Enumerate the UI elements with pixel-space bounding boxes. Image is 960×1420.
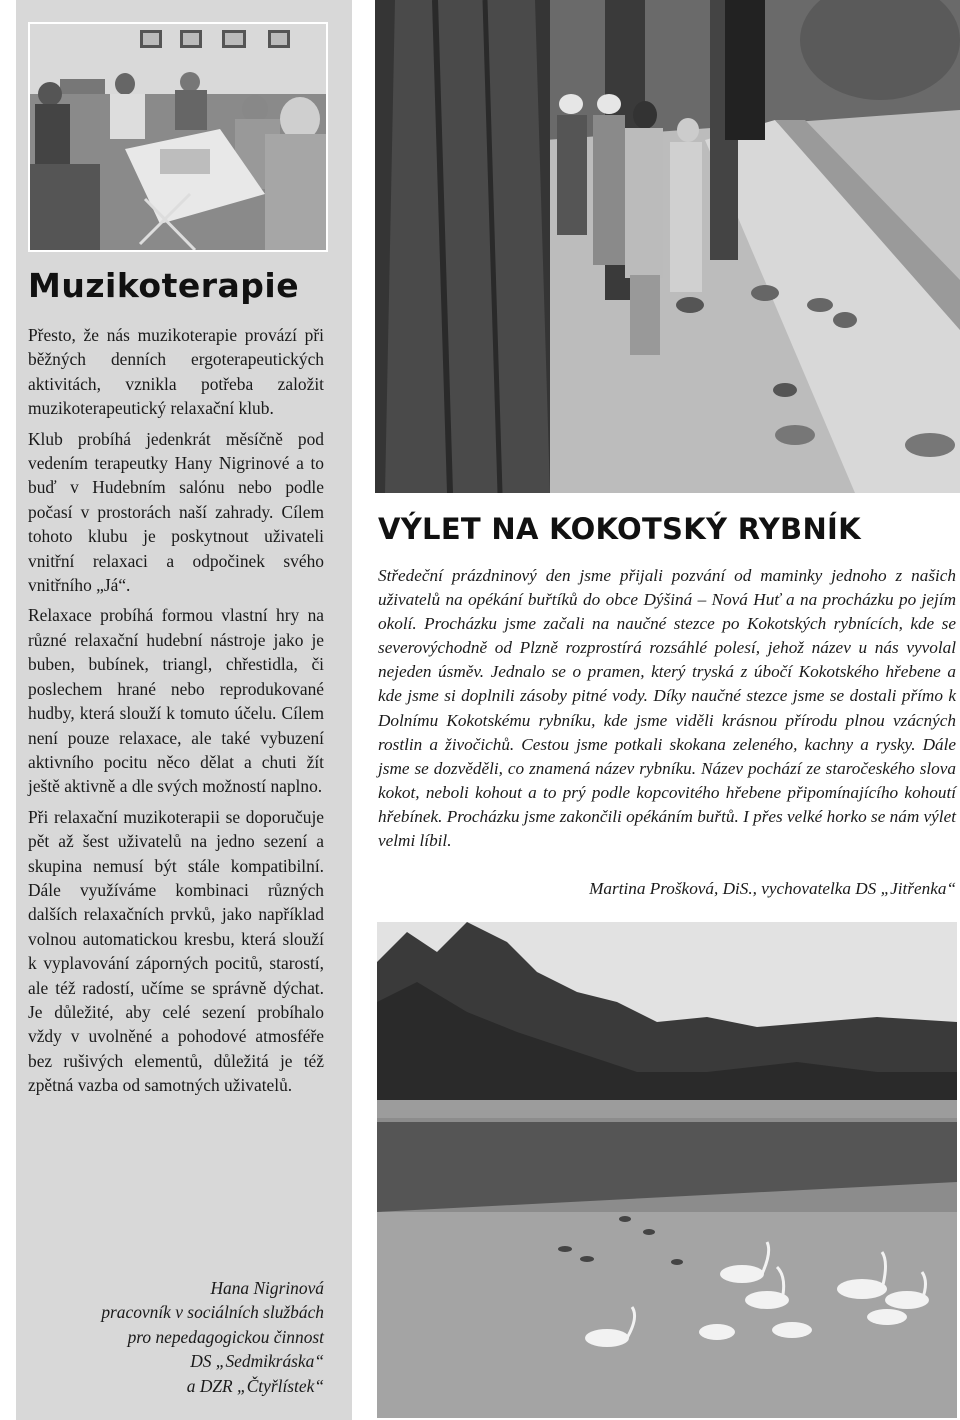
muzikoterapie-paragraph: Klub probíhá jedenkrát měsíčně pod vedením terapeutky Hany Nigrinové a to buď v Hudebním salónu nebo podle počasí v prostorách naší zahrady. Cílem tohoto klubu je poskytnout uživateli vnitřní relaxaci a odpočinek svého vnitřního „Já“. (28, 428, 324, 596)
pond-swans-image (377, 922, 957, 1418)
signature-line: a DZR „Čtyřlístek“ (186, 1375, 324, 1396)
muzikoterapie-body (28, 323, 324, 1104)
muzikoterapie-signature (28, 1276, 324, 1398)
muzikoterapie-paragraph: Při relaxační muzikoterapii se doporučuje pět až šest uživatelů na jedno sezení a skupina nemusí být stále kompatibilní. Dále využíváme kombinaci různých dalších relaxačních prvků, jako například volnou automatickou kresbu, která slouží k vyplavování záporných pocitů, starostí, ale též radostí, učíme se správně dýchat. Je důležité, aby celé sezení probíhalo vždy v uvolněné a pohodové atmosféře bez rušivých elementů, důležitá je též zpětná vazba od samotných uživatelů. (28, 806, 324, 1096)
signature-line: Hana Nigrinová (210, 1278, 324, 1298)
muzikoterapie-title: Muzikoterapie (28, 266, 300, 305)
vylet-body: Středeční prázdninový den jsme přijali pozvání od maminky jednoho z našich uživatelů na opékání buřtíků do obce Dýšiná – Nová Huť a na procházku po jejím okolí. Procházku jsme začali na naučné stezce po Kokotských rybnících, kde se severovýchodně od Plzně rozprostírá rozsáhlé polesí, jehož název u nás vyvolal nejeden úsměv. Jednalo se o pramen, který tryská z úbočí Kokotského hřebene a kde jsme si doplnili zásoby pitné vody. Díky naučné stezce jsme se dostali přímo k Dolnímu Kokotskému rybníku, kde jsme viděli krásnou přírodu plnou vzácných rostlin a živočichů. Cestou jsme potkali skokana zeleného, kachny a rysky. Dále jsme se dozvěděli, co znamená název rybníku. Název pochází ze staročeského slova kokot, neboli kohout a to prý podle kopcovitého hřebene připomínajícího kohoutí hřebínek. Procházku jsme zakončili opékáním buřtů. I přes velké horko se nám výlet velmi líbil. (378, 566, 956, 851)
group-therapy-image (30, 24, 326, 250)
forest-walk-photo (375, 0, 960, 493)
signature-line: pracovník v sociálních službách (101, 1302, 324, 1323)
vylet-title: VÝLET NA KOKOTSKÝ RYBNÍK (378, 512, 861, 546)
therapy-photo (28, 22, 328, 252)
vylet-signature: Martina Prošková, DiS., vychovatelka DS „Jitřenka“ (589, 879, 956, 898)
pond-photo (377, 922, 957, 1418)
forest-walk-ducks-image (375, 0, 960, 493)
signature-line: DS „Sedmikráska“ (190, 1351, 324, 1372)
signature-line: pro nepedagogickou činnost (127, 1326, 324, 1347)
muzikoterapie-paragraph: Přesto, že nás muzikoterapie provází při běžných denních ergoterapeutických aktivitách, vznikla potřeba založit muzikoterapeutický relaxační klub. (28, 325, 324, 419)
muzikoterapie-paragraph: Relaxace probíhá formou vlastní hry na různé relaxační hudební nástroje jako je buben, bubínek, triangl, chřestidla, či poslechem hrané nebo reprodukované hudby, která slouží k tomuto účelu. Cílem není pouze relaxace, ale také vybuzení aktivního pocitu něco dělat a chuti žít ještě aktivně a dle svých možností naplno. (28, 605, 324, 797)
